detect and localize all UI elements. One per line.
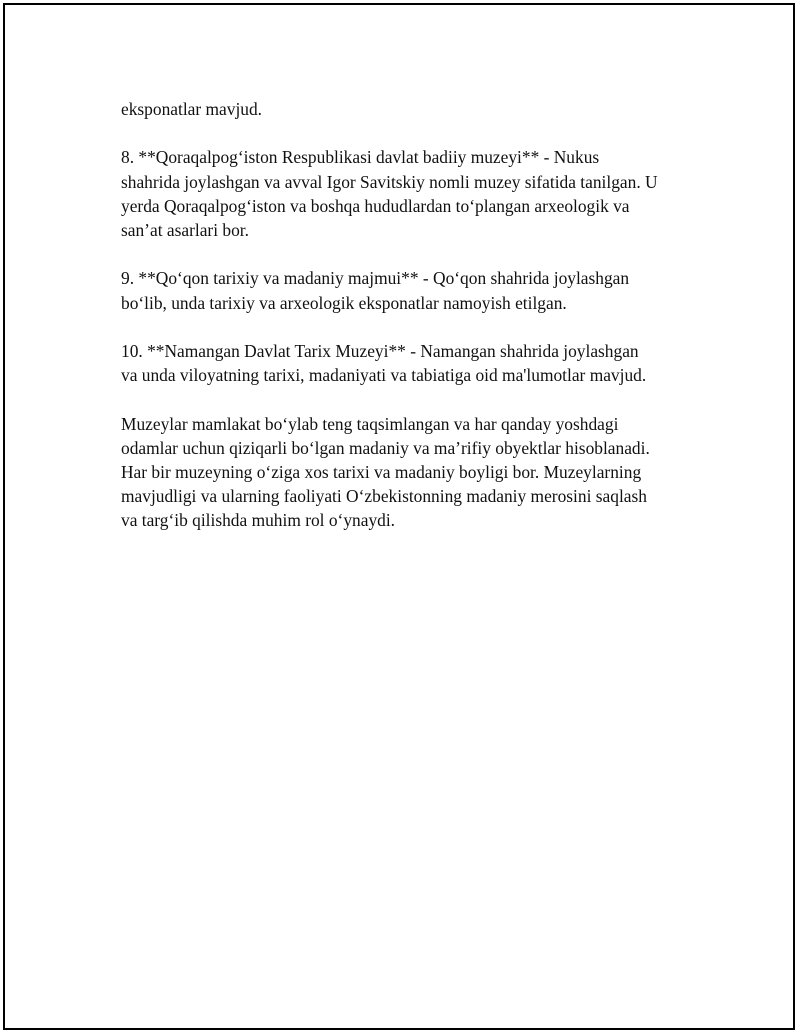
paragraph-item-8: 8. **Qoraqalpog‘iston Respublikasi davlat badiiy muzeyi** - Nukus shahrida joylashgan va avval Igor Savitskiy nomli muzey sifatida tanilgan. U yerda Qoraqalpog‘iston va boshqa hududlardan to‘plangan arxeologik va san’at asarlari bor. <box>121 147 658 240</box>
document-page <box>3 3 795 1030</box>
paragraph-continuation: eksponatlar mavjud. <box>121 99 263 119</box>
paragraph-conclusion: Muzeylar mamlakat bo‘ylab teng taqsimlangan va har qanday yoshdagi odamlar uchun qiziqarli bo‘lgan madaniy va ma’rifiy obyektlar hisoblanadi. Har bir muzeyning o‘ziga xos tarixi va madaniy boyligi bor. Muzeylarning mavjudligi va ularning faoliyati O‘zbekistonning madaniy merosini saqlash va targ‘ib qilishda muhim rol o‘ynaydi. <box>121 413 650 531</box>
paragraph-item-9: 9. **Qo‘qon tarixiy va madaniy majmui** - Qo‘qon shahrida joylashgan bo‘lib, unda tarixiy va arxeologik eksponatlar namoyish etilgan. <box>121 268 630 313</box>
page-body <box>121 97 701 557</box>
paragraph-item-10: 10. **Namangan Davlat Tarix Muzeyi** - Namangan shahrida joylashgan va unda viloyatning tarixi, madaniyati va tabiatiga oid ma'lumotlar mavjud. <box>121 340 647 386</box>
